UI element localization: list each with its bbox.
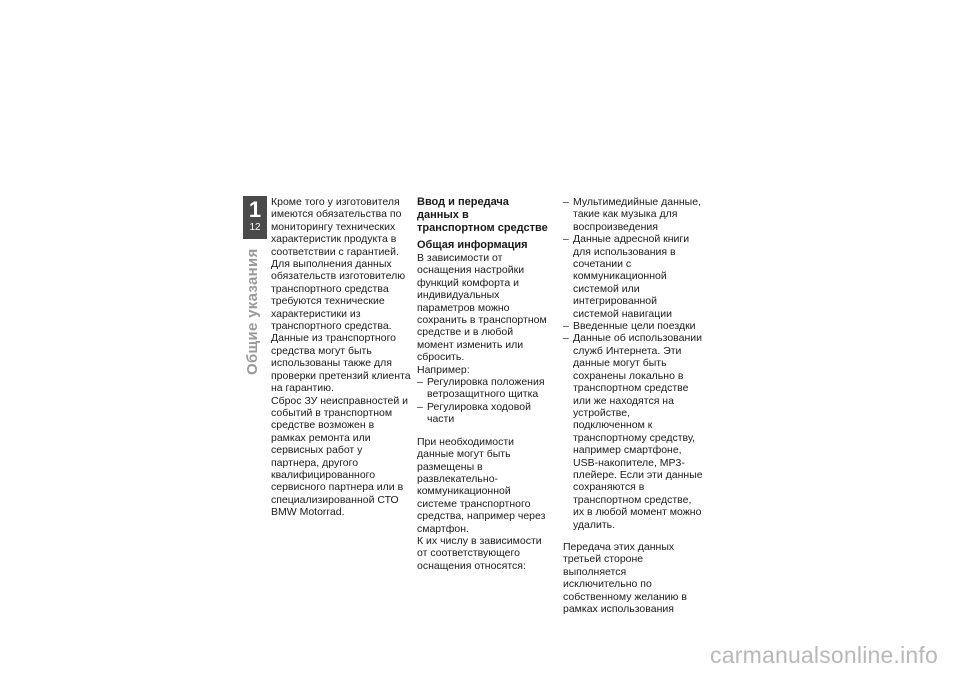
list-item: – Мультимедийные данные, такие как музыка для воспроизведения — [563, 196, 703, 233]
list-item: – Регулировка положения ветрозащитного щитка — [417, 376, 549, 401]
text-column-3 — [563, 196, 703, 615]
data-type-list — [563, 196, 703, 531]
paragraph: В зависимости от оснащения настройки функций комфорта и индивидуальных параметров можно сохранить в транспортном средстве и в любой момент изменить или сбросить. — [417, 252, 547, 364]
paragraph: Кроме того у изготовителя имеются обязательства по мониторингу технических характеристик продукта в соответствии с гарантией. Для выполнения данных обязательств изготовителю транспортного средства требуются технические характеристики из транспортного средства. Данные из транспортного средства могут быть использованы также для проверки претензий клиента на гарантию. — [271, 196, 411, 395]
page-number: 12 — [249, 222, 261, 233]
list-item: – Данные адресной книги для использования в сочетании с коммуникационной системой или интегрированной системой навигации — [563, 233, 703, 320]
example-list — [417, 376, 549, 426]
text-column-2 — [417, 196, 549, 572]
paragraph: Сброс ЗУ неисправностей и событий в транспортном средстве возможен в рамках ремонта или сервисных работ у партнера, другого квалифицированного сервисного партнера или в специализированной СТО BMW Motorrad. — [271, 394, 409, 519]
chapter-tab — [243, 196, 267, 239]
example-label: Например: — [417, 363, 470, 376]
paragraph: Передача этих данных третьей стороне выполняется исключительно по собственному желанию в рамках использования — [563, 540, 687, 615]
section-subheading: Общая информация — [417, 239, 528, 251]
paragraph: К их числу в зависимости от соответствующего оснащения относятся: — [417, 534, 542, 572]
chapter-number: 1 — [248, 197, 262, 222]
list-item: – Регулировка ходовой части — [417, 401, 549, 426]
paragraph: При необходимости данные могут быть размещены в развлекательно-коммуникационной системе транспортного средства, например через смартфон. — [417, 435, 546, 535]
section-heading: Ввод и передача данных в транспортном средстве — [417, 196, 548, 234]
list-item: – Данные об использовании служб Интернета. Эти данные могут быть сохранены локально в транспортном средстве или же находятся на устройстве, подключенном к транспортному средству, например смартфоне, USB-накопителе, MP3-плейере. Если эти данные сохраняются в транспортном средстве, их в любой момент можно удалить. — [563, 332, 703, 531]
text-column-1 — [271, 196, 411, 519]
list-item: – Введенные цели поездки — [563, 320, 703, 332]
watermark: carmanualsonline.info — [710, 642, 938, 668]
chapter-title: Общие указания — [244, 248, 261, 375]
